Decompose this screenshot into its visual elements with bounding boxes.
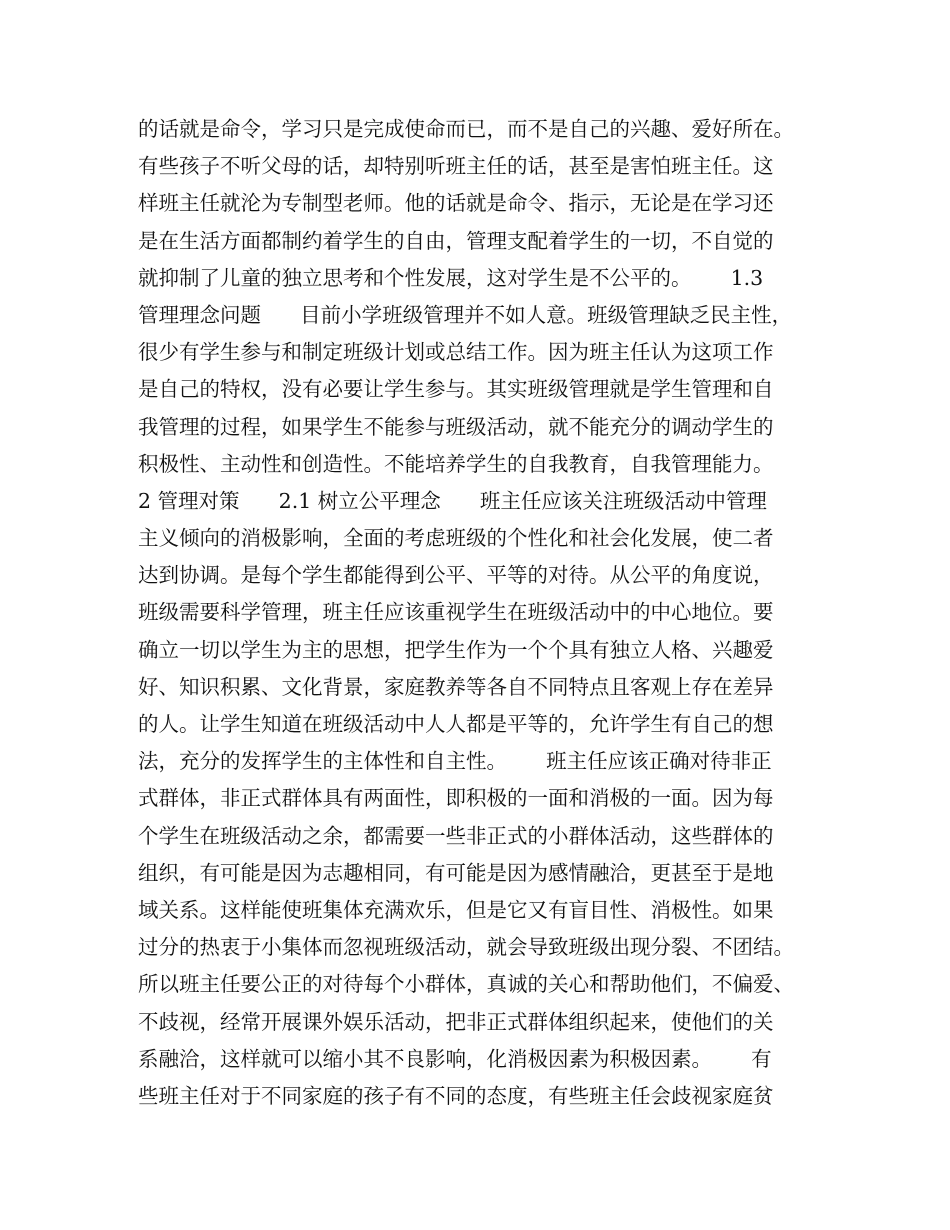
text-line: 班级需要科学管理，班主任应该重视学生在班级活动中的中心地位。要 [138, 600, 774, 625]
text-line: 确立一切以学生为主的思想，把学生作为一个个具有独立人格、兴趣爱 [138, 637, 774, 662]
text-line: 所以班主任要公正的对待每个小群体，真诚的关心和帮助他们，不偏爱、 [138, 972, 794, 997]
text-line: 样班主任就沦为专制型老师。他的话就是命令、指示，无论是在学习还 [138, 191, 774, 216]
text-line: 管理理念问题 目前小学班级管理并不如人意。班级管理缺乏民主性， [138, 302, 793, 327]
text-line: 的人。让学生知道在班级活动中人人都是平等的，允许学生有自己的想 [138, 712, 774, 736]
text-line: 就抑制了儿童的独立思考和个性发展，这对学生是不公平的。 1.3 [138, 265, 764, 290]
text-line: 有些孩子不听父母的话，却特别听班主任的话，甚至是害怕班主任。这 [138, 154, 774, 179]
text-line: 很少有学生参与和制定班级计划或总结工作。因为班主任认为这项工作 [138, 340, 774, 365]
text-line: 法，充分的发挥学生的主体性和自主性。 班主任应该正确对待非正 [138, 749, 772, 774]
text-line: 不歧视，经常开展课外娱乐活动，把非正式群体组织起来，使他们的关 [138, 1009, 774, 1034]
text-line: 域关系。这样能使班集体充满欢乐，但是它又有盲目性、消极性。如果 [138, 897, 774, 922]
text-line: 主义倾向的消极影响，全面的考虑班级的个性化和社会化发展，使二者 [138, 526, 774, 551]
text-line: 个学生在班级活动之余，都需要一些非正式的小群体活动，这些群体的 [138, 823, 774, 848]
text-line: 好、知识积累、文化背景，家庭教养等各自不同特点且客观上存在差异 [138, 674, 774, 699]
text-line: 系融洽，这样就可以缩小其不良影响，化消极因素为积极因素。 有 [138, 1046, 772, 1071]
text-line: 是自己的特权，没有必要让学生参与。其实班级管理就是学生管理和自 [138, 377, 774, 402]
text-line: 达到协调。是每个学生都能得到公平、平等的对待。从公平的角度说， [138, 563, 774, 588]
text-line: 式群体，非正式群体具有两面性，即积极的一面和消极的一面。因为每 [138, 786, 774, 811]
text-line: 些班主任对于不同家庭的孩子有不同的态度，有些班主任会歧视家庭贫 [138, 1083, 774, 1108]
text-line: 积极性、主动性和创造性。不能培养学生的自我教育，自我管理能力。 [138, 451, 774, 476]
body-text [138, 111, 838, 1115]
text-line: 我管理的过程，如果学生不能参与班级活动，就不能充分的调动学生的 [138, 414, 774, 439]
text-line: 是在生活方面都制约着学生的自由，管理支配着学生的一切，不自觉的 [138, 228, 774, 253]
text-line: 2 管理对策 2.1 树立公平理念 班主任应该关注班级活动中管理 [138, 488, 767, 513]
text-line: 组织，有可能是因为志趣相同，有可能是因为感情融洽，更甚至于是地 [138, 860, 774, 885]
text-line: 的话就是命令，学习只是完成使命而已，而不是自己的兴趣、爱好所在。 [138, 117, 794, 141]
text-line: 过分的热衷于小集体而忽视班级活动，就会导致班级出现分裂、不团结。 [138, 935, 794, 960]
